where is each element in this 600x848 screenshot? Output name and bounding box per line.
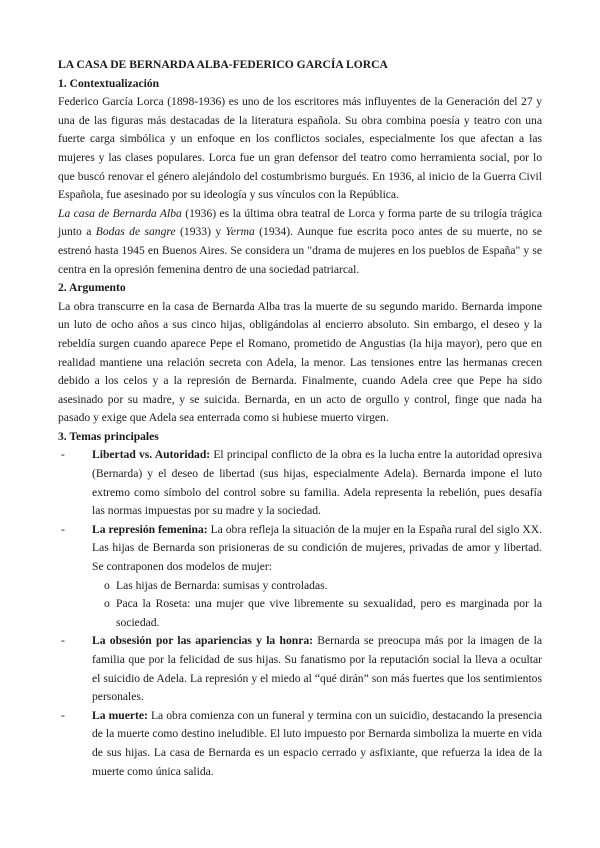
sub-item: [104, 595, 542, 632]
context-p2-text-a: (1936) es la última obra teatral de Lorca y forma parte de su trilogía trágica junto a: [58, 206, 543, 239]
context-paragraph-1: Federico García Lorca (1898-1936) es uno de los escritores más influyentes de la Generación del 27 y una de las figuras más destacadas de la literatura española. Su obra combina poesía y teatro con una fuerte carga simbólica y un enfoque en los conflictos sociales, especialmente los que afectan a las mujeres y las clases populares. Lorca fue un gran defensor del teatro como herramienta social, por lo que buscó renovar el género alejándolo del costumbrismo burgués. En 1936, al inicio de la Guerra Civil Española, fue asesinado por su ideología y sus vínculos con la República.: [58, 95, 542, 202]
theme-text: La obra comienza con un funeral y termina con un suicidio, destacando la presencia de la muerte como destino ineludible. El luto impuesto por Bernarda simboliza la muerte en vida de sus hijas. La casa de Bernarda es un espacio cerrado y asfixiante, que refuerza la idea de la muerte como única salida.: [92, 708, 542, 778]
context-p2-text-c: (1934). Aunque fue escrita poco antes de su muerte, no se estrenó hasta 1945 en Buenos Aires. Se considera un "drama de mujeres en los pueblos de España" y se centra en la opresión femenina dentro de una sociedad patriarcal.: [58, 225, 543, 276]
themes-list: [58, 446, 542, 781]
work-title-casa: La casa de Bernarda Alba: [58, 206, 182, 220]
plot-paragraph: La obra transcurre en la casa de Bernarda Alba tras la muerte de su segundo marido. Bernarda impone un luto de ocho años a sus cinco hijas, obligándolas al encierro absoluto. Sin embargo, el deseo y la rebeldía surgen cuando aparece Pepe el Romano, prometido de Angustias (la hija mayor), pero que en realidad mantiene una relación secreta con Adela, la menor. Las tensiones entre las hermanas crecen debido a los celos y a la represión de Bernarda. Finalmente, cuando Adela cree que Pepe ha sido asesinado por su madre, y se suicida. Bernarda, en un acto de orgullo y control, finge que nada ha pasado y exige que Adela sea enterrada como si hubiese muerto virgen.: [58, 299, 542, 425]
circle-bullet-icon: o: [104, 597, 110, 611]
theme-text: El principal conflicto de la obra es la lucha entre la autoridad opresiva (Bernarda) y el deseo de libertad (sus hijas, especialmente Adela). Bernarda impone el luto extremo como símbolo del control sobre su familia. Adela representa la rebelión, pues desafía las normas impuestas por su madre y la sociedad.: [92, 448, 542, 518]
section-heading-plot: 2. Argumento: [58, 281, 126, 295]
theme-item-libertad: [58, 446, 542, 520]
theme-label: La muerte:: [92, 708, 148, 722]
theme-label: La obsesión por las apariencias y la honra:: [92, 634, 313, 648]
sub-item-text: Las hijas de Bernarda: sumisas y controladas.: [116, 578, 328, 592]
theme-item-apariencias: [58, 632, 542, 706]
theme-label: Libertad vs. Autoridad:: [92, 448, 211, 462]
theme-label: La represión femenina:: [92, 522, 208, 536]
document-title: LA CASA DE BERNARDA ALBA-FEDERICO GARCÍA LORCA: [58, 58, 388, 71]
theme-item-represion: [58, 521, 542, 633]
sub-item-text: Paca la Roseta: una mujer que vive libremente su sexualidad, pero es marginada por la sociedad.: [116, 597, 542, 629]
section-heading-context: 1. Contextualización: [58, 76, 160, 90]
context-paragraph-2: [58, 205, 542, 279]
sub-list: [92, 577, 542, 633]
work-title-yerma: Yerma: [225, 225, 255, 239]
list-dash: -: [61, 708, 65, 722]
section-heading-themes: 3. Temas principales: [58, 429, 159, 443]
theme-item-muerte: [58, 707, 542, 781]
circle-bullet-icon: o: [104, 578, 110, 592]
document-body: [58, 56, 542, 781]
theme-text: Bernarda se preocupa más por la imagen de la familia que por la felicidad de sus hijas. Su fanatismo por la reputación social la lleva a ocultar el suicidio de Adela. La represión y el miedo al “qué dirán” son más fuertes que los sentimientos personales.: [92, 634, 542, 704]
sub-item: [104, 577, 542, 596]
list-dash: -: [61, 522, 65, 536]
context-p2-text-b: (1933) y: [175, 225, 226, 239]
list-dash: -: [61, 634, 65, 648]
list-dash: -: [61, 448, 65, 462]
work-title-bodas: Bodas de sangre: [95, 225, 176, 239]
theme-text: La obra refleja la situación de la mujer en la España rural del siglo XX. Las hijas de Bernarda son prisioneras de su condición de mujeres, privadas de amor y libertad. Se contraponen dos modelos de mujer:: [92, 522, 542, 574]
